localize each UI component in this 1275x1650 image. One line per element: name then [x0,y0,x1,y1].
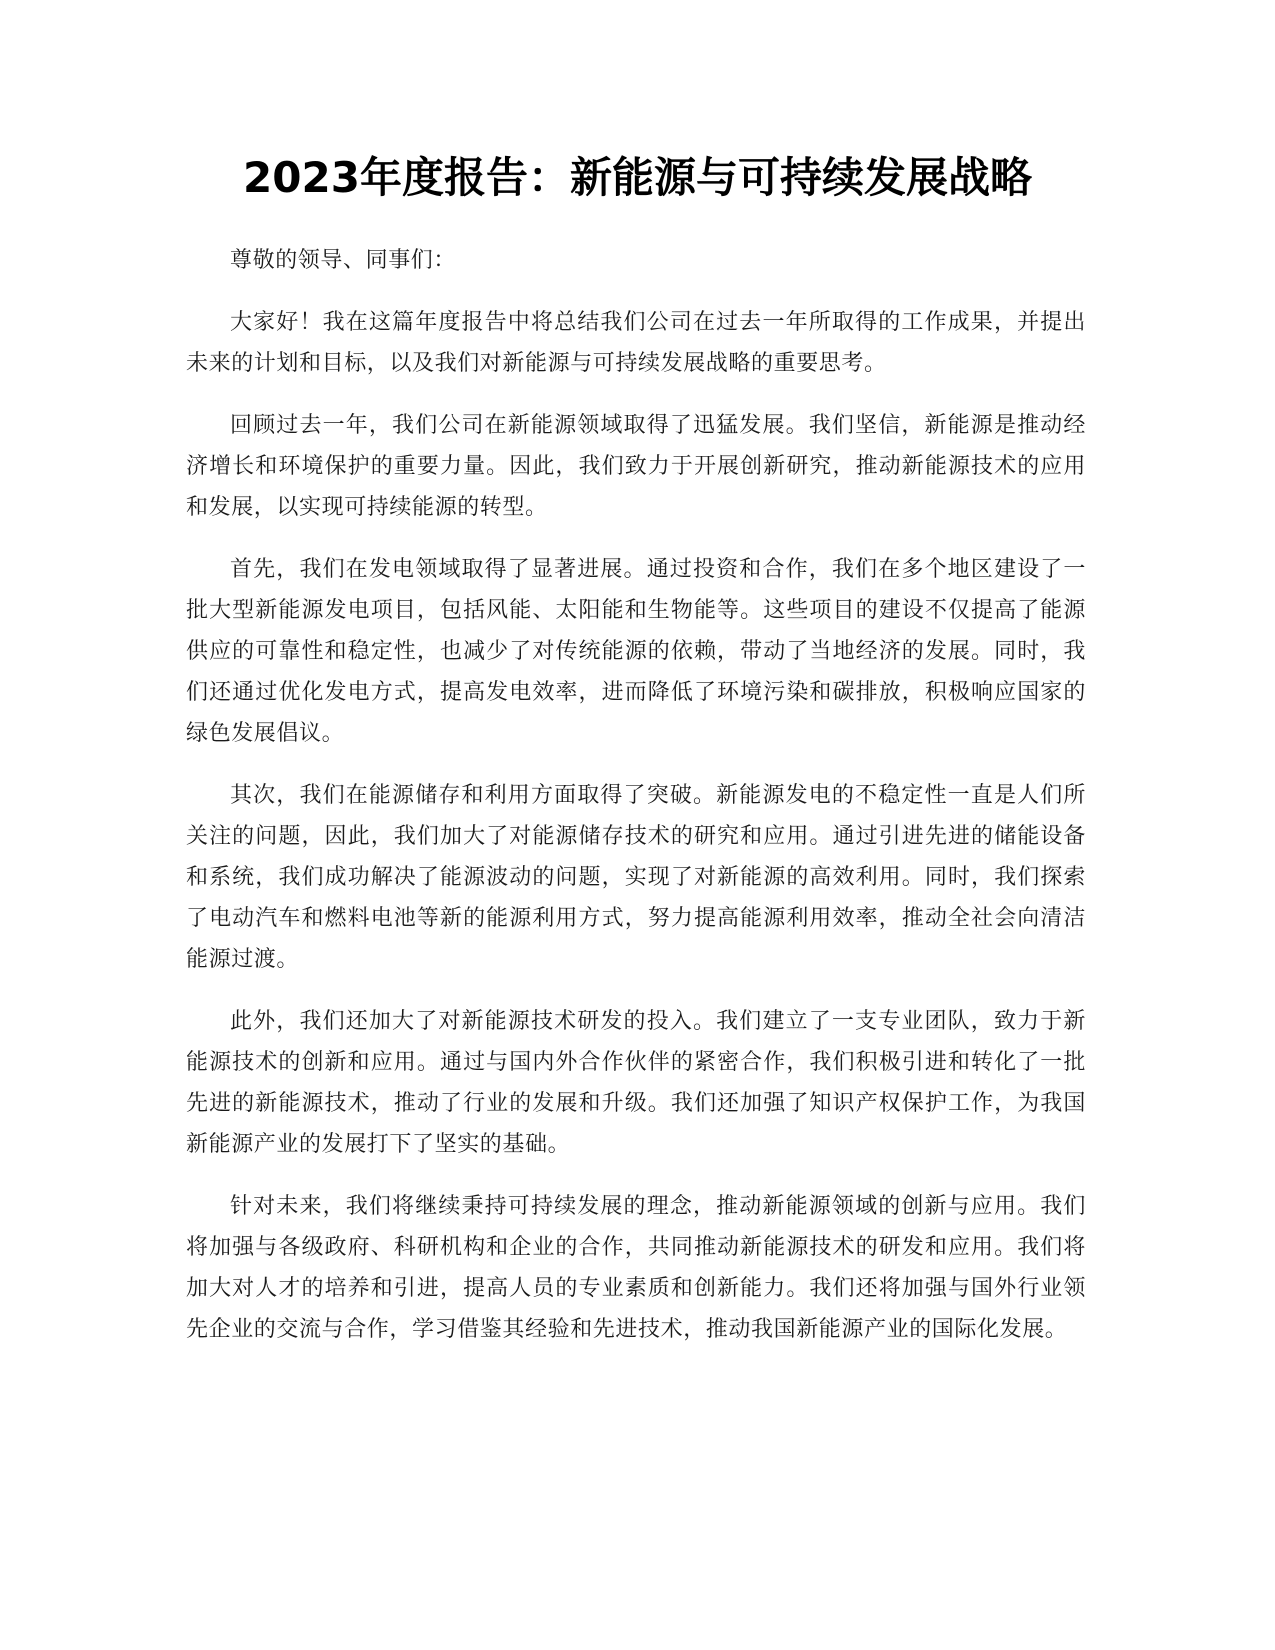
salutation: 尊敬的领导、同事们： [230,248,457,273]
paragraph-review: 回顾过去一年，我们公司在新能源领域取得了迅猛发展。我们坚信，新能源是推动经济增长和环境保护的重要力量。因此，我们致力于开展创新研究，推动新能源技术的应用和发展，以实现可持续能源的转型。 [186,413,1086,520]
document-body [186,240,1086,1371]
document-title: 2023年度报告：新能源与可持续发展战略 [243,153,1032,202]
paragraph-future-plan: 针对未来，我们将继续秉持可持续发展的理念，推动新能源领域的创新与应用。我们将加强与各级政府、科研机构和企业的合作，共同推动新能源技术的研发和应用。我们将加大对人才的培养和引进，提高人员的专业素质和创新能力。我们还将加强与国外行业领先企业的交流与合作，学习借鉴其经验和先进技术，推动我国新能源产业的国际化发展。 [186,1194,1086,1342]
paragraph-power-generation: 首先，我们在发电领域取得了显著进展。通过投资和合作，我们在多个地区建设了一批大型新能源发电项目，包括风能、太阳能和生物能等。这些项目的建设不仅提高了能源供应的可靠性和稳定性，也减少了对传统能源的依赖，带动了当地经济的发展。同时，我们还通过优化发电方式，提高发电效率，进而降低了环境污染和碳排放，积极响应国家的绿色发展倡议。 [186,557,1086,746]
paragraph-intro: 大家好！我在这篇年度报告中将总结我们公司在过去一年所取得的工作成果，并提出未来的计划和目标，以及我们对新能源与可持续发展战略的重要思考。 [186,310,1086,376]
paragraph-energy-storage: 其次，我们在能源储存和利用方面取得了突破。新能源发电的不稳定性一直是人们所关注的问题，因此，我们加大了对能源储存技术的研究和应用。通过引进先进的储能设备和系统，我们成功解决了能源波动的问题，实现了对新能源的高效利用。同时，我们探索了电动汽车和燃料电池等新的能源利用方式，努力提高能源利用效率，推动全社会向清洁能源过渡。 [186,783,1086,972]
paragraph-rnd-investment: 此外，我们还加大了对新能源技术研发的投入。我们建立了一支专业团队，致力于新能源技术的创新和应用。通过与国内外合作伙伴的紧密合作，我们积极引进和转化了一批先进的新能源技术，推动了行业的发展和升级。我们还加强了知识产权保护工作，为我国新能源产业的发展打下了坚实的基础。 [186,1009,1086,1157]
